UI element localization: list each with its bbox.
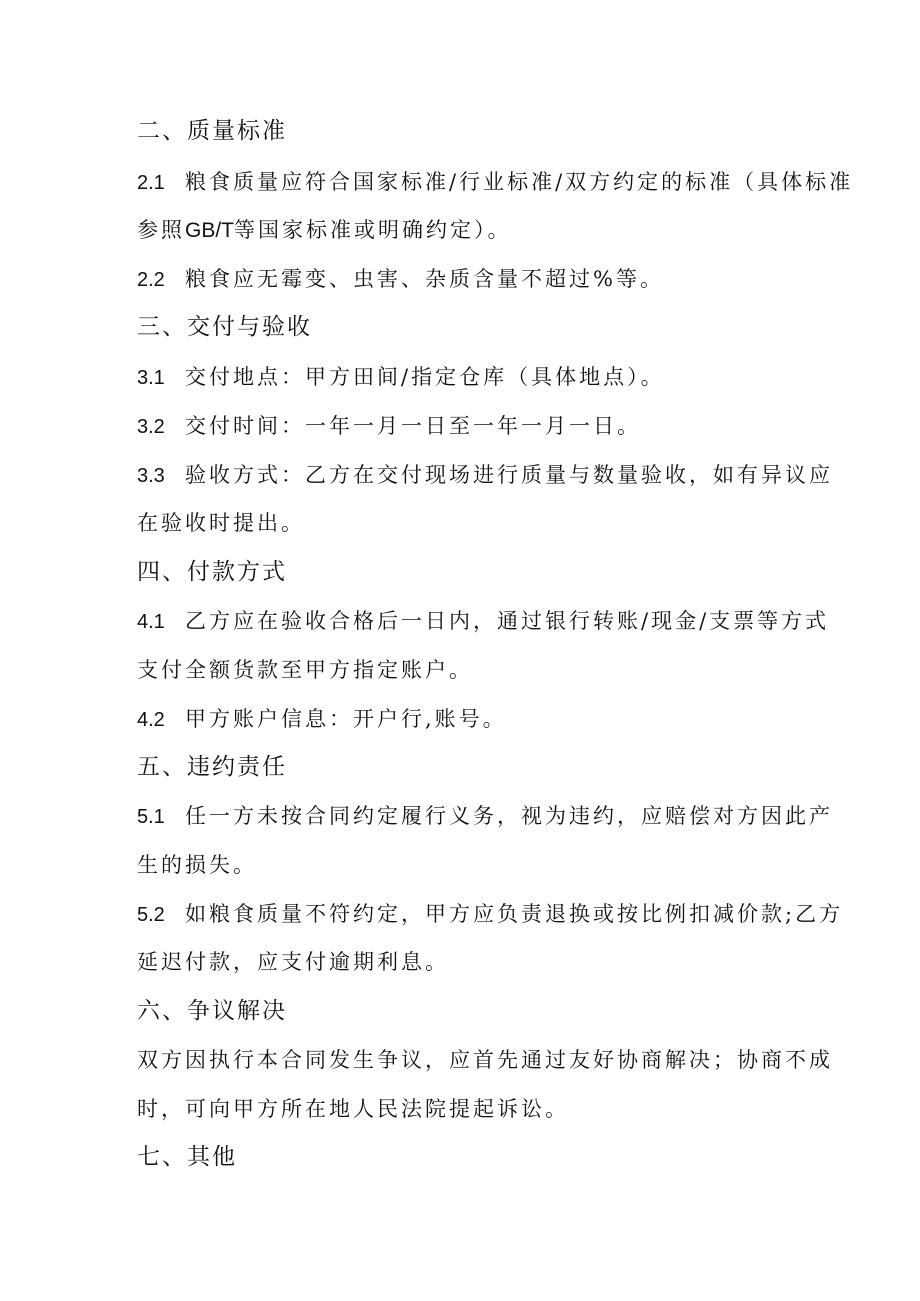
clause-number: 5.2	[137, 904, 165, 926]
clause-number: 5.1	[137, 806, 165, 828]
clause-number: 3.1	[137, 367, 165, 389]
clause-text: 粮食应无霉变、虫害、杂质含量不超过%等。	[185, 267, 664, 291]
clause-text: 延迟付款，应支付逾期利息。	[137, 950, 449, 974]
section-heading-dispute: 六、争议解决	[137, 998, 287, 1024]
clause-4-2	[137, 704, 507, 735]
clause-number: 2.1	[137, 172, 165, 194]
standard-code: GB/T	[185, 219, 235, 242]
clause-text: 任一方未按合同约定履行义务，视为违约，应赔偿对方因此产	[185, 804, 833, 828]
section-heading-quality: 二、质量标准	[137, 118, 287, 144]
clause-text: 双方因执行本合同发生争议，应首先通过友好协商解决；协商不成	[137, 1048, 833, 1072]
clause-text: 验收方式：乙方在交付现场进行质量与数量验收，如有异议应	[185, 463, 833, 487]
clause-text: 甲方账户信息：开户行,账号。	[185, 707, 507, 731]
clause-number: 2.2	[137, 269, 165, 291]
clause-text: 乙方应在验收合格后一日内，通过银行转账/现金/支票等方式	[185, 609, 830, 633]
clause-text: 交付地点：甲方田间/指定仓库（具体地点）。	[185, 365, 665, 389]
clause-3-1	[137, 362, 665, 393]
clause-5-1-line2	[137, 850, 257, 880]
clause-text: 支付全额货款至甲方指定账户。	[137, 658, 473, 682]
clause-2-1-line1	[137, 167, 853, 198]
clause-4-1-line1	[137, 606, 829, 637]
clause-4-1-line2	[137, 655, 473, 685]
clause-2-1-line2	[137, 215, 512, 246]
clause-3-3-line1	[137, 460, 833, 491]
clause-3-2	[137, 411, 641, 442]
dispute-paragraph-line2	[137, 1094, 569, 1124]
section-heading-payment: 四、付款方式	[137, 559, 287, 585]
clause-3-3-line2	[137, 508, 305, 538]
clause-text: 如粮食质量不符约定，甲方应负责退换或按比例扣减价款;乙方	[185, 902, 844, 926]
section-heading-delivery: 三、交付与验收	[137, 314, 312, 340]
clause-text: 时，可向甲方所在地人民法院提起诉讼。	[137, 1097, 569, 1121]
clause-text: 在验收时提出。	[137, 511, 305, 535]
clause-5-2-line2	[137, 947, 449, 977]
section-heading-other: 七、其他	[137, 1144, 237, 1170]
clause-number: 4.2	[137, 709, 165, 731]
clause-number: 3.3	[137, 465, 165, 487]
clause-2-2	[137, 264, 664, 295]
clause-text: 粮食质量应符合国家标准/行业标准/双方约定的标准（具体标准	[185, 170, 854, 194]
clause-text: 交付时间：一年一月一日至一年一月一日。	[185, 414, 641, 438]
dispute-paragraph-line1	[137, 1045, 833, 1075]
clause-text: 生的损失。	[137, 853, 257, 877]
clause-5-2-line1	[137, 899, 843, 930]
clause-text: 参照	[137, 218, 185, 242]
section-heading-liability: 五、违约责任	[137, 754, 287, 780]
clause-text: 等国家标准或明确约定）。	[234, 218, 512, 242]
clause-number: 3.2	[137, 416, 165, 438]
clause-5-1-line1	[137, 801, 833, 832]
clause-number: 4.1	[137, 611, 165, 633]
